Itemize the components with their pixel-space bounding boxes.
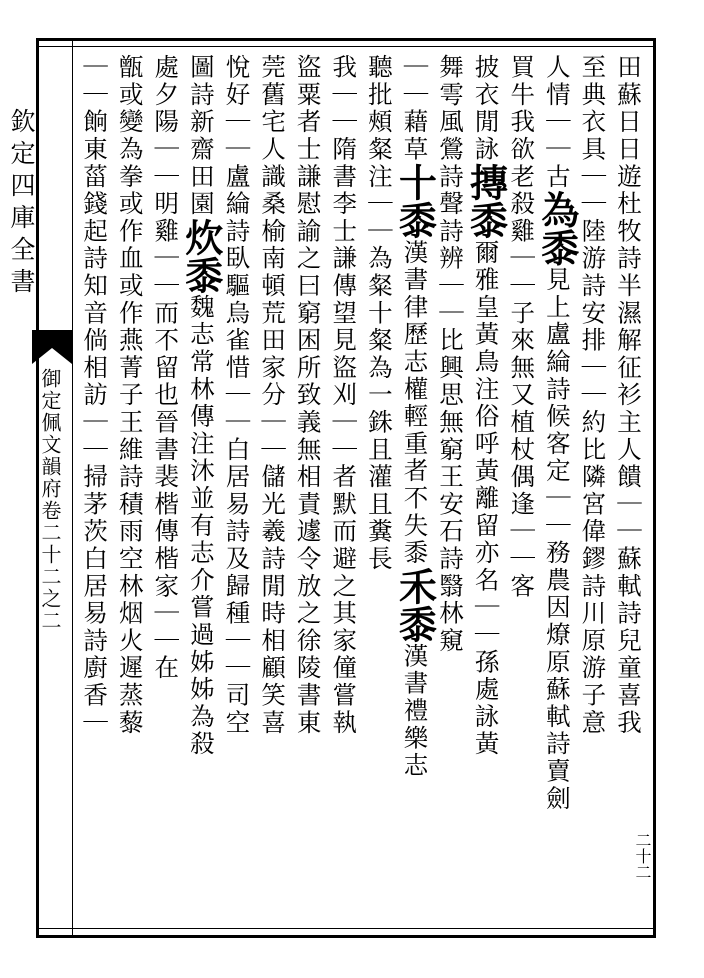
text-segment: 舞雩風 [436,54,466,136]
text-segment: 盜粟者士謙慰諭之曰窮困所致義無相責遽令放之徐陵書東 [293,54,323,737]
text-column [610,54,646,924]
text-segment: 魏志常林傳注沐並有志介嘗過姊姊為殺 [186,293,216,758]
headword: 禾黍 [392,566,438,643]
text-segment: 人情｜｜古 [542,54,572,191]
text-column [432,54,468,924]
headword: 摶黍 [463,163,509,240]
margin-work-title: 御定佩文韻府卷二十二之二 [38,368,62,632]
page-number: 二十二 [633,832,652,880]
margin-divider [72,38,73,938]
text-segment: 買牛我欲老殺雞｜｜子來無又植杖偶逢｜｜客 [507,54,537,600]
text-body [80,54,646,924]
text-column [254,54,290,924]
text-column [504,54,540,924]
text-segment: 田蘇日日遊杜牧詩半濕解征衫主人饋｜｜蘇軾詩兒童喜我 [614,54,643,737]
text-segment: 聽批頰 [364,54,394,136]
top-inner-rule [36,46,656,47]
margin-book-title: 欽定四庫全書 [7,108,36,300]
text-segment: 悅好｜｜盧綸詩臥驅烏雀惜｜｜白居易詩及歸種｜｜司空 [222,54,252,737]
text-column [534,54,580,924]
bottom-inner-rule [36,928,656,929]
text-segment: 粲注｜｜為粲十粲為一銖 [364,135,394,437]
text-segment: 雞｜｜而不留也晉書裴楷傳楷家｜｜在 [151,217,181,682]
text-column [219,54,255,924]
text-column [392,54,438,924]
headword: 十黍 [392,163,438,240]
text-column [326,54,362,924]
text-segment: 鶯詩聲詩辨｜｜比興思無窮王安石詩翳林窺 [436,135,466,655]
text-segment: 漢書禮樂志 [400,642,430,780]
text-segment: 甑或變為拳或作血或作燕菁子王維詩積雨空林烟火遲蒸藜 [115,54,145,737]
text-segment: 漢書律歷志權輕重者不失黍 [400,239,430,567]
fish-tail-mark-icon [32,330,72,364]
text-segment: ｜｜餉東菑錢起詩知音倘相訪｜｜掃茅茨白居易詩廚香｜ [80,54,110,737]
text-segment: 爾雅皇黃鳥注俗呼黃離留亦名｜｜孫處詠黃 [471,239,501,758]
headword: 為黍 [534,190,580,267]
text-segment: 且灌且糞長 [364,436,394,573]
margin-strip [0,38,72,938]
text-segment: ｜｜藉草 [400,54,430,164]
text-segment: 圖詩新齋田園 [186,54,216,218]
text-segment: 我｜｜隋書李士謙傳望見盜刈｜｜者默而避之其家僮嘗執 [329,54,359,737]
text-column [575,54,611,924]
text-segment: 至典衣具｜｜陸游詩安排｜｜約比隣宮偉鏐詩川原游子意 [578,54,608,737]
text-column [112,54,148,924]
headword: 炊黍 [178,217,224,294]
text-segment: 披衣閒詠 [471,54,501,164]
text-segment: 莞舊宅人識桑榆南頓荒田家分｜｜儲光羲詩閒時相顧笑喜 [258,54,288,737]
text-column [361,54,397,924]
text-column [178,54,224,924]
text-segment: 見上盧綸詩候客定｜｜務農因燎原蘇軾詩賣劍 [542,266,572,813]
text-column [148,54,184,924]
text-segment: 處夕陽｜｜明 [151,54,181,218]
text-column [290,54,326,924]
text-column [77,54,113,924]
text-column [463,54,509,924]
